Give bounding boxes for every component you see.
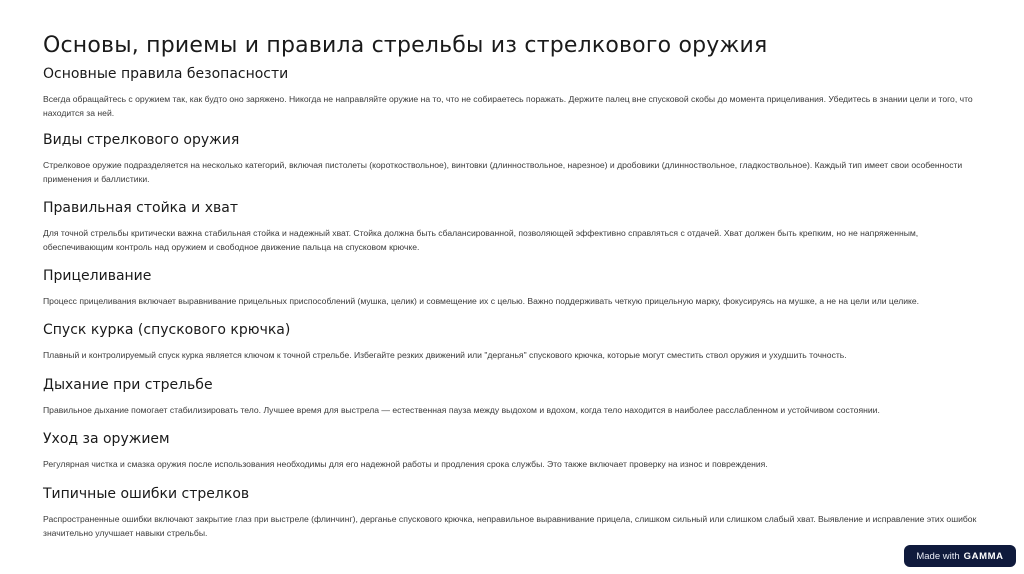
section-heading: Основные правила безопасности (43, 66, 289, 82)
section-heading: Уход за оружием (43, 431, 170, 447)
slide-content (43, 30, 983, 538)
gamma-logo: GAMMA (963, 550, 1004, 562)
section-heading: Типичные ошибки стрелков (43, 486, 250, 502)
section-text: Всегда обращайтесь с оружием так, как будто оно заряжено. Никогда не направляйте оружие на то, что не собираетесь поражать. Держите палец вне спусковой скобы до момента прицеливания. Убедитесь в знании цели и того, что находится за ней. (43, 94, 973, 118)
section-heading: Виды стрелкового оружия (43, 132, 240, 148)
section-heading: Правильная стойка и хват (43, 200, 238, 216)
section-text: Стрелковое оружие подразделяется на несколько категорий, включая пистолеты (короткоствольное), винтовки (длинноствольное, нарезное) и дробовики (длинноствольное, гладкоствольное). Каждый тип имеет свои особенности применения и баллистики. (43, 160, 963, 184)
section-heading: Спуск курка (спускового крючка) (43, 322, 291, 338)
section-text: Для точной стрельбы критически важна стабильная стойка и надежный хват. Стойка должна быть сбалансированной, позволяющей эффективно справляться с отдачей. Хват должен быть крепким, но не напряженным, обеспечивающим контроль над оружием и свободное движение пальца на спусковом крючке. (43, 228, 919, 252)
section-text: Правильное дыхание помогает стабилизировать тело. Лучшее время для выстрела — естественная пауза между выдохом и вдохом, когда тело находится в наиболее расслабленном и устойчивом состоянии. (43, 405, 880, 415)
section-heading: Прицеливание (43, 268, 152, 284)
section-text: Регулярная чистка и смазка оружия после использования необходимы для его надежной работы и продления срока службы. Это также включает проверку на износ и повреждения. (43, 459, 768, 469)
badge-made-with-label: Made with (916, 550, 960, 562)
made-with-gamma-badge[interactable] (904, 545, 1016, 567)
section-heading: Дыхание при стрельбе (43, 377, 213, 393)
section-text: Процесс прицеливания включает выравнивание прицельных приспособлений (мушка, целик) и совмещение их с целью. Важно поддерживать четкую прицельную марку, фокусируясь на мушке, а не на цели или целике. (43, 296, 920, 306)
slide-title: Основы, приемы и правила стрельбы из стрелкового оружия (43, 33, 768, 58)
section-text: Распространенные ошибки включают закрытие глаз при выстреле (флинчинг), дерганье спускового крючка, неправильное выравнивание прицела, слишком сильный или слишком слабый хват. Выявление и исправление этих ошибок значительно улучшает навыки стрельбы. (43, 514, 977, 538)
section-text: Плавный и контролируемый спуск курка является ключом к точной стрельбе. Избегайте резких движений или "дерганья" спускового крючка, которые могут сместить ствол оружия и ухудшить точность. (43, 350, 847, 360)
